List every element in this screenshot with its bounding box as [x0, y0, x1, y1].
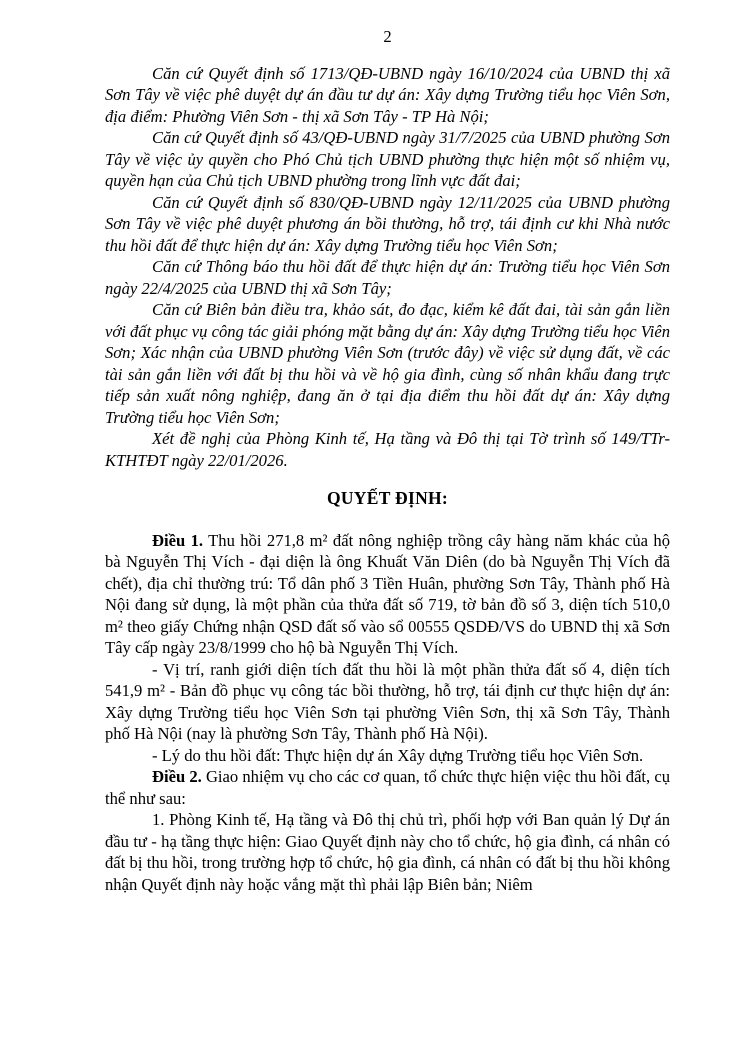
article-1-text: Thu hồi 271,8 m² đất nông nghiệp trồng cây hàng năm khác của hộ bà Nguyễn Thị Vích - đại diện là ông Khuất Văn Diên (do bà Nguyễn Thị Vích đã chết), địa chỉ thường trú: Tổ dân phố 3 Tiền Huân, phường Sơn Tây, Thành phố Hà Nội đang sử dụng, là một phần của thửa đất số 719, tờ bản đồ số 3, diện tích 510,0 m² theo giấy Chứng nhận QSD đất số vào sổ 00555 QSDĐ/VS do UBND thị xã Sơn Tây cấp ngày 23/8/1999 cho hộ bà Nguyễn Thị Vích.	[105, 530, 670, 657]
article-2-text: Giao nhiệm vụ cho các cơ quan, tổ chức thực hiện việc thu hồi đất, cụ thể như sau:	[105, 767, 671, 808]
task-item-1-paragraph: 1. Phòng Kinh tế, Hạ tầng và Đô thị chủ trì, phối hợp với Ban quản lý Dự án đầu tư - hạ tầng thực hiện: Giao Quyết định này cho tổ chức, hộ gia đình, cá nhân có đất bị thu hồi, trong trường hợp tổ chức, hộ gia đình, cá nhân có đất bị thu hồi không nhận Quyết định này hoặc vắng mặt thì phải lập Biên bản; Niêm	[105, 810, 670, 894]
preamble-paragraph-6: Xét đề nghị của Phòng Kinh tế, Hạ tầng và Đô thị tại Tờ trình số 149/TTr-KTHTĐT ngày 22/01/2026.	[105, 429, 670, 470]
article-1-label: Điều 1.	[152, 530, 204, 550]
preamble-paragraph-4: Căn cứ Thông báo thu hồi đất để thực hiện dự án: Trường tiểu học Viên Sơn ngày 22/4/2025 của UBND thị xã Sơn Tây;	[105, 257, 670, 298]
reason-paragraph: - Lý do thu hồi đất: Thực hiện dự án Xây dựng Trường tiểu học Viên Sơn.	[152, 745, 644, 765]
decision-heading: QUYẾT ĐỊNH:	[326, 488, 449, 508]
preamble-paragraph-2: Căn cứ Quyết định số 43/QĐ-UBND ngày 31/7/2025 của UBND phường Sơn Tây về việc ủy quyền cho Phó Chủ tịch UBND phường thực hiện một số nhiệm vụ, quyền hạn của Chủ tịch UBND phường trong lĩnh vực đất đai;	[105, 128, 670, 190]
preamble-paragraph-1: Căn cứ Quyết định số 1713/QĐ-UBND ngày 16/10/2024 của UBND thị xã Sơn Tây về việc phê duyệt dự án đầu tư dự án: Xây dựng Trường tiểu học Viên Sơn, địa điểm: Phường Viên Sơn - thị xã Sơn Tây - TP Hà Nội;	[105, 63, 670, 126]
article-2-paragraph	[105, 766, 670, 809]
article-1-paragraph	[105, 530, 670, 659]
location-paragraph: - Vị trí, ranh giới diện tích đất thu hồi là một phần thửa đất số 4, diện tích 541,9 m² - Bản đồ phục vụ công tác bồi thường, hỗ trợ, tái định cư thực hiện dự án: Xây dựng Trường tiểu học Viên Sơn tại phường Viên Sơn, thị xã Sơn Tây, Thành phố Hà Nội (nay là phường Sơn Tây, Thành phố Hà Nội).	[105, 659, 670, 743]
preamble-paragraph-3: Căn cứ Quyết định số 830/QĐ-UBND ngày 12/11/2025 của UBND phường Sơn Tây về việc phê duyệt phương án bồi thường, hỗ trợ, tái định cư khi Nhà nước thu hồi đất để thực hiện dự án: Xây dựng Trường tiểu học Viên Sơn;	[105, 192, 670, 255]
article-2-label: Điều 2.	[152, 767, 202, 786]
preamble-paragraph-5: Căn cứ Biên bản điều tra, khảo sát, đo đạc, kiểm kê đất đai, tài sản gắn liền với đất phục vụ công tác giải phóng mặt bằng dự án: Xây dựng Trường tiểu học Viên Sơn; Xác nhận của UBND phường Viên Sơn (trước đây) về việc sử dụng đất, về các tài sản gắn liền với đất bị thu hồi và về hộ gia đình, cùng số nhân khẩu đang trực tiếp sản xuất nông nghiệp, đang ăn ở tại địa điểm thu hồi đất dự án: Xây dựng Trường tiểu học Viên Sơn;	[105, 300, 670, 427]
page-number: 2	[383, 27, 392, 46]
